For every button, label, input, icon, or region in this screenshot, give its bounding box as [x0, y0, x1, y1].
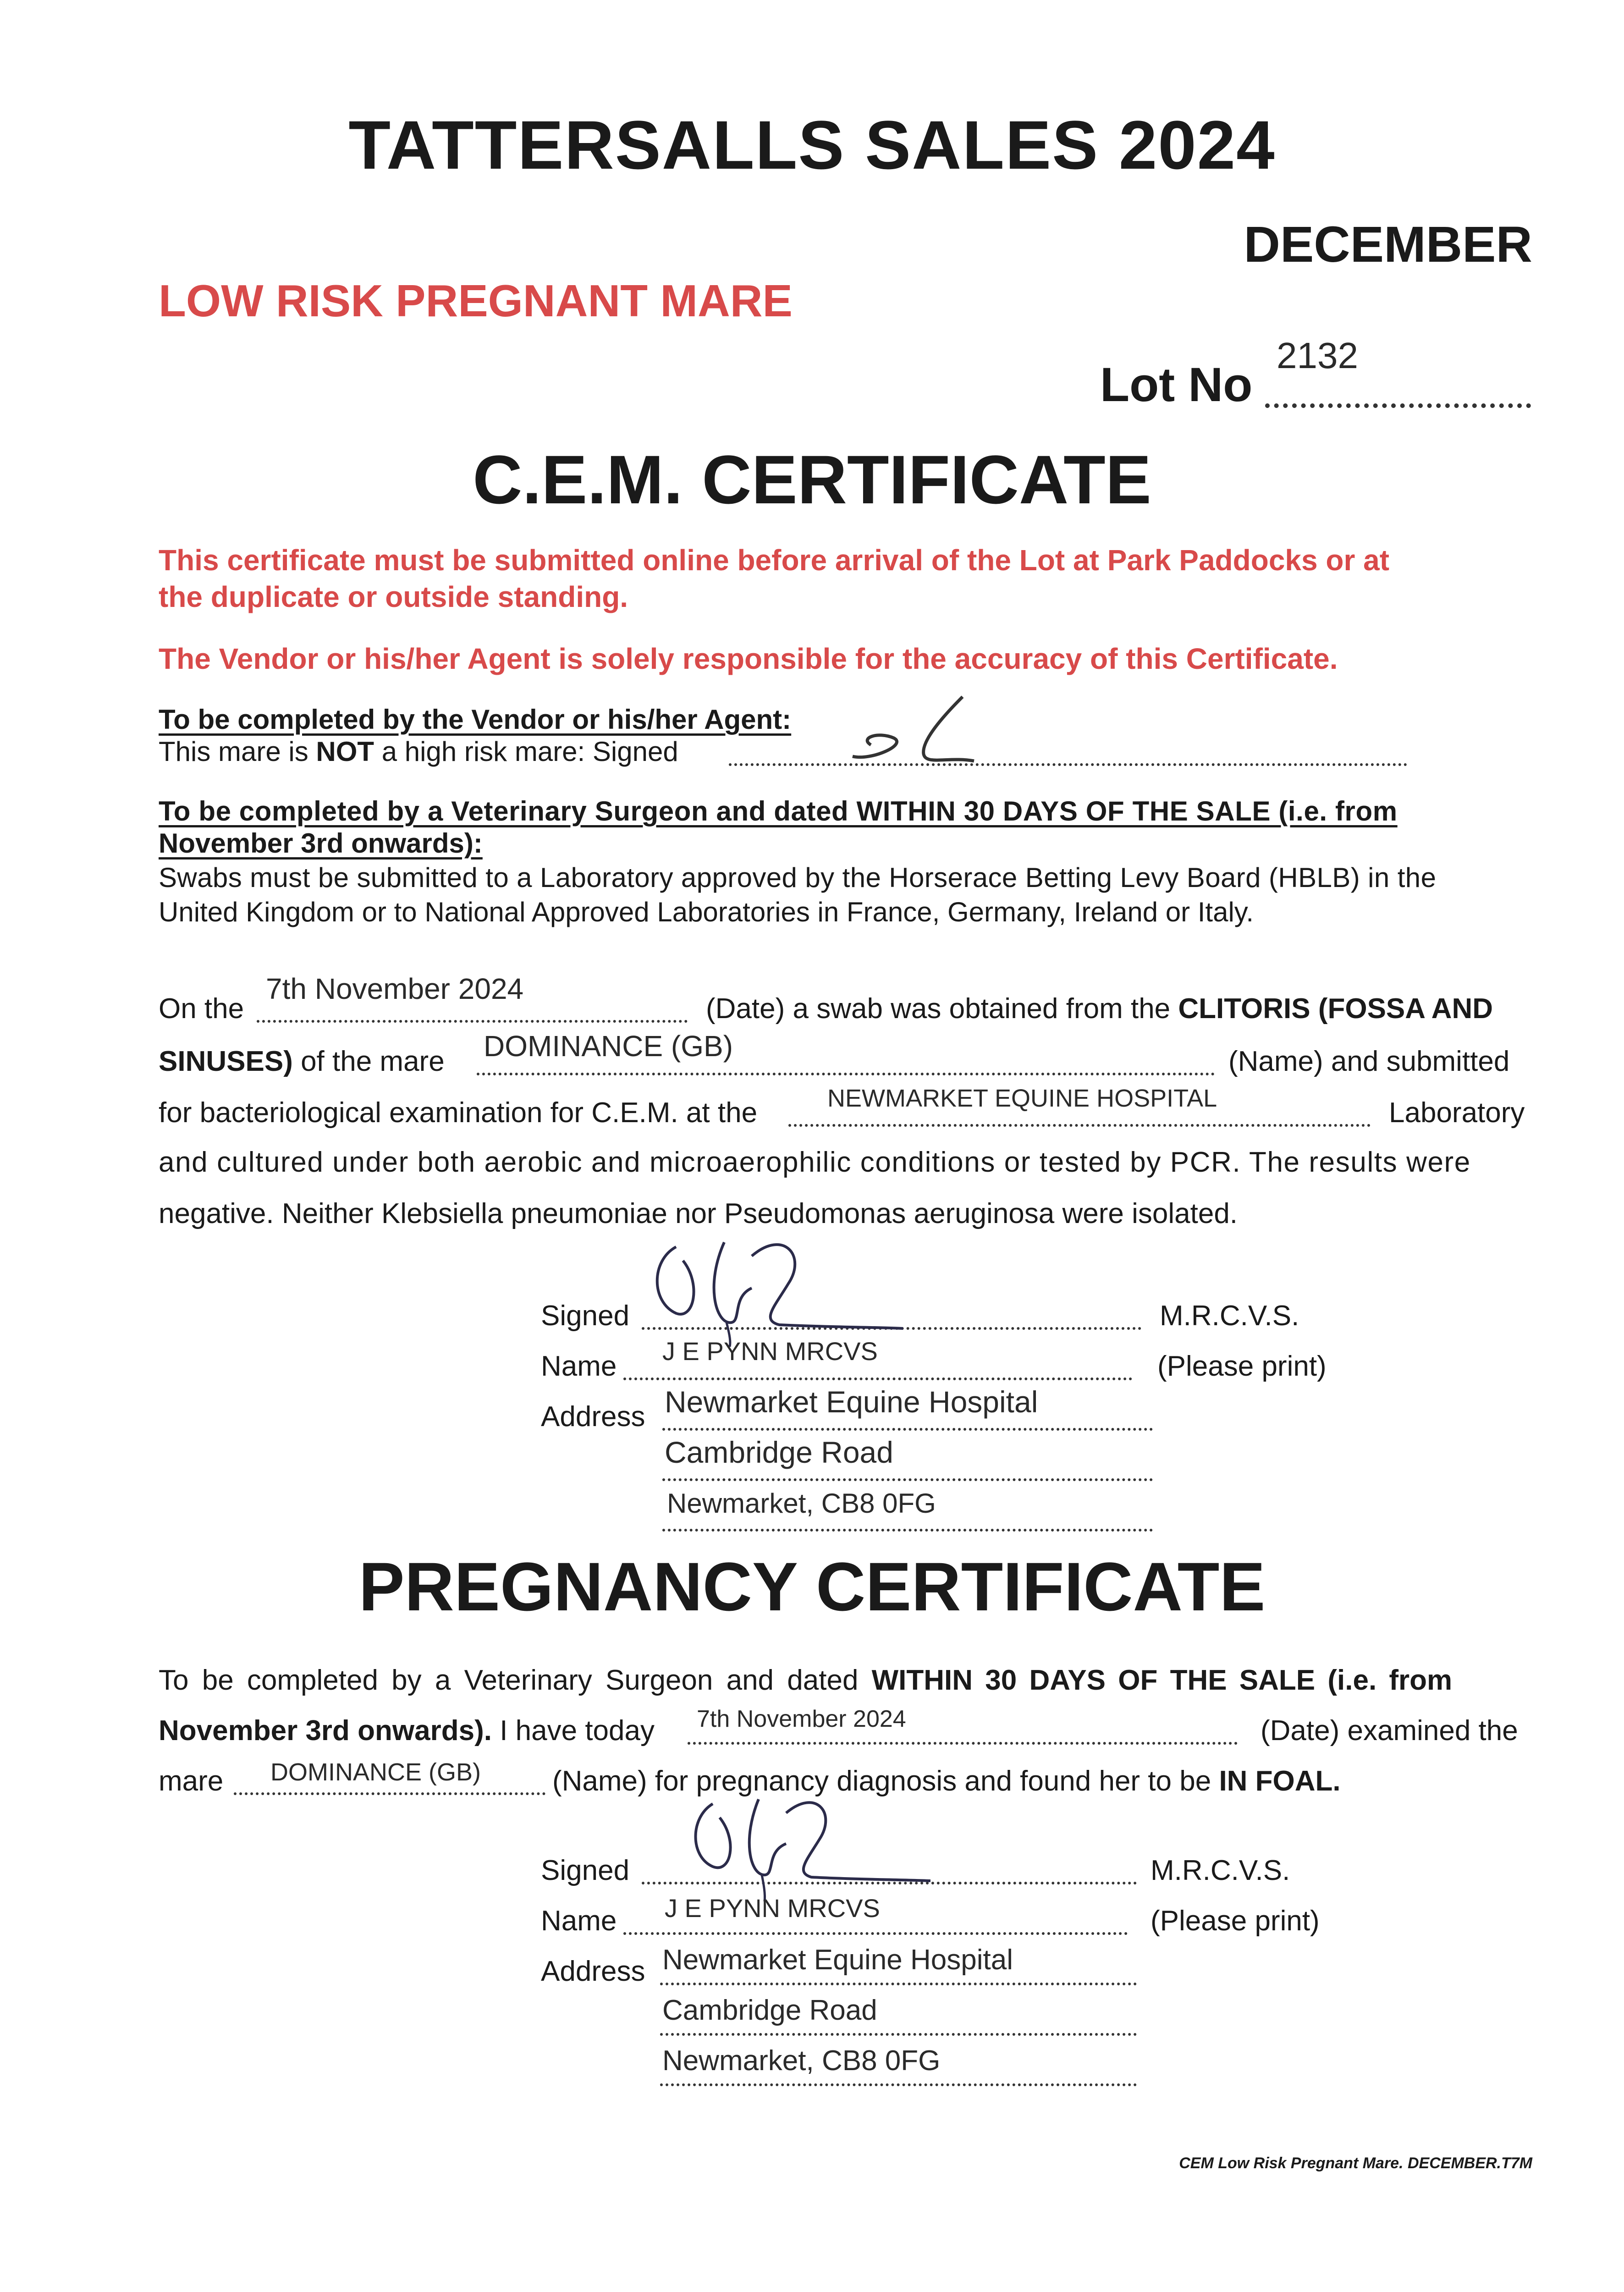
pregnancy-mare-name: DOMINANCE (GB)	[270, 1758, 481, 1786]
cem-name-label: Name	[541, 1350, 617, 1382]
mare-category: LOW RISK PREGNANT MARE	[159, 275, 793, 326]
cem-address-label: Address	[541, 1401, 645, 1432]
cem-name-line	[623, 1377, 1132, 1380]
pregnancy-line2-start: November 3rd onwards). I have today	[159, 1715, 655, 1747]
cem-mare-line	[477, 1073, 1215, 1075]
pregnancy-address-line2: Cambridge Road	[662, 1994, 877, 2026]
vendor-signature-line	[729, 763, 1407, 766]
cem-date-line	[257, 1020, 688, 1023]
pregnancy-name-label: Name	[541, 1905, 617, 1937]
cem-address-line1: Newmarket Equine Hospital	[665, 1385, 1038, 1419]
lot-label: Lot No	[1100, 358, 1253, 412]
cem-notice-line2: the duplicate or outside standing.	[159, 580, 628, 613]
swab-requirement-line1: Swabs must be submitted to a Laboratory approved by the Horserace Betting Levy Board (HBLB) in the	[159, 862, 1437, 893]
cem-address-line3: Newmarket, CB8 0FG	[667, 1488, 936, 1519]
cem-title: C.E.M. CERTIFICATE	[473, 441, 1151, 518]
cem-address-line2: Cambridge Road	[665, 1435, 893, 1469]
cem-vet-signature	[633, 1229, 926, 1348]
pregnancy-line1: To be completed by a Veterinary Surgeon and dated WITHIN 30 DAYS OF THE SALE (i.e. from	[159, 1664, 1453, 1696]
cem-on-the-label: On the	[159, 993, 244, 1025]
vendor-signature	[843, 688, 1008, 775]
cem-signed-label: Signed	[541, 1300, 630, 1332]
pregnancy-address-label: Address	[541, 1956, 645, 1987]
pregnancy-date-line	[688, 1742, 1238, 1745]
cem-address-line3-dots	[662, 1529, 1153, 1532]
cem-lab-line	[788, 1124, 1371, 1127]
pregnancy-address-line1: Newmarket Equine Hospital	[662, 1944, 1013, 1976]
cem-vet-name: J E PYNN MRCVS	[662, 1337, 878, 1366]
pregnancy-vet-name: J E PYNN MRCVS	[665, 1894, 880, 1923]
pregnancy-name-line	[623, 1932, 1128, 1935]
cem-negative-line: negative. Neither Klebsiella pneumoniae nor Pseudomonas aeruginosa were isolated.	[159, 1198, 1238, 1229]
lot-dotted-line	[1265, 403, 1531, 408]
pregnancy-mare-line	[234, 1792, 545, 1795]
footer-form-code: CEM Low Risk Pregnant Mare. DECEMBER.T7M	[1179, 2154, 1532, 2172]
cem-address-line2-dots	[662, 1478, 1153, 1481]
cem-mare-name: DOMINANCE (GB)	[484, 1030, 733, 1063]
document-title: TATTERSALLS SALES 2024	[348, 106, 1276, 183]
pregnancy-please-print: (Please print)	[1151, 1905, 1320, 1937]
pregnancy-mare-label: mare	[159, 1765, 224, 1797]
cem-swab-date: 7th November 2024	[266, 972, 524, 1005]
cem-notice-vendor-responsibility: The Vendor or his/her Agent is solely responsible for the accuracy of this Certificate.	[159, 642, 1338, 675]
pregnancy-line3-end: (Name) for pregnancy diagnosis and found her to be IN FOAL.	[552, 1765, 1341, 1797]
lot-number: 2132	[1277, 335, 1358, 376]
vet-heading-line2: November 3rd onwards):	[159, 828, 483, 859]
cem-name-submitted: (Name) and submitted	[1228, 1046, 1510, 1077]
cem-laboratory-label: Laboratory	[1389, 1097, 1525, 1129]
vendor-heading: To be completed by the Vendor or his/her Agent:	[159, 704, 792, 735]
pregnancy-address-line1-dots	[660, 1983, 1137, 1985]
cem-culture-line: and cultured under both aerobic and microaerophilic conditions or tested by PCR. The results were	[159, 1146, 1471, 1178]
cem-notice-line1: This certificate must be submitted online before arrival of the Lot at Park Paddocks or at	[159, 544, 1390, 577]
pregnancy-address-line2-dots	[660, 2033, 1137, 2036]
cem-for-bacteriological: for bacteriological examination for C.E.M. at the	[159, 1097, 758, 1129]
cem-address-line1-dots	[662, 1428, 1153, 1431]
sale-month: DECEMBER	[1244, 216, 1532, 273]
pregnancy-mrcvs-label: M.R.C.V.S.	[1151, 1855, 1290, 1886]
cem-mrcvs-label: M.R.C.V.S.	[1160, 1300, 1299, 1332]
pregnancy-title: PREGNANCY CERTIFICATE	[358, 1548, 1266, 1625]
swab-requirement-line2: United Kingdom or to National Approved Laboratories in France, Germany, Ireland or Italy.	[159, 897, 1254, 927]
cem-of-the-mare: SINUSES) of the mare	[159, 1046, 445, 1077]
cem-please-print: (Please print)	[1157, 1350, 1327, 1382]
cem-date-suffix: (Date) a swab was obtained from the CLITORIS (FOSSA AND	[706, 993, 1493, 1025]
pregnancy-address-line3: Newmarket, CB8 0FG	[662, 2045, 941, 2077]
pregnancy-signed-label: Signed	[541, 1855, 630, 1886]
cem-laboratory-name: NEWMARKET EQUINE HOSPITAL	[827, 1085, 1217, 1112]
pregnancy-vet-signature	[674, 1788, 949, 1902]
pregnancy-exam-date: 7th November 2024	[697, 1706, 906, 1732]
pregnancy-address-line3-dots	[660, 2083, 1137, 2086]
vet-heading-line1: To be completed by a Veterinary Surgeon and dated WITHIN 30 DAYS OF THE SALE (i.e. from	[159, 796, 1398, 826]
vendor-statement: This mare is NOT a high risk mare: Signed	[159, 736, 678, 767]
pregnancy-line2-end: (Date) examined the	[1261, 1715, 1518, 1747]
